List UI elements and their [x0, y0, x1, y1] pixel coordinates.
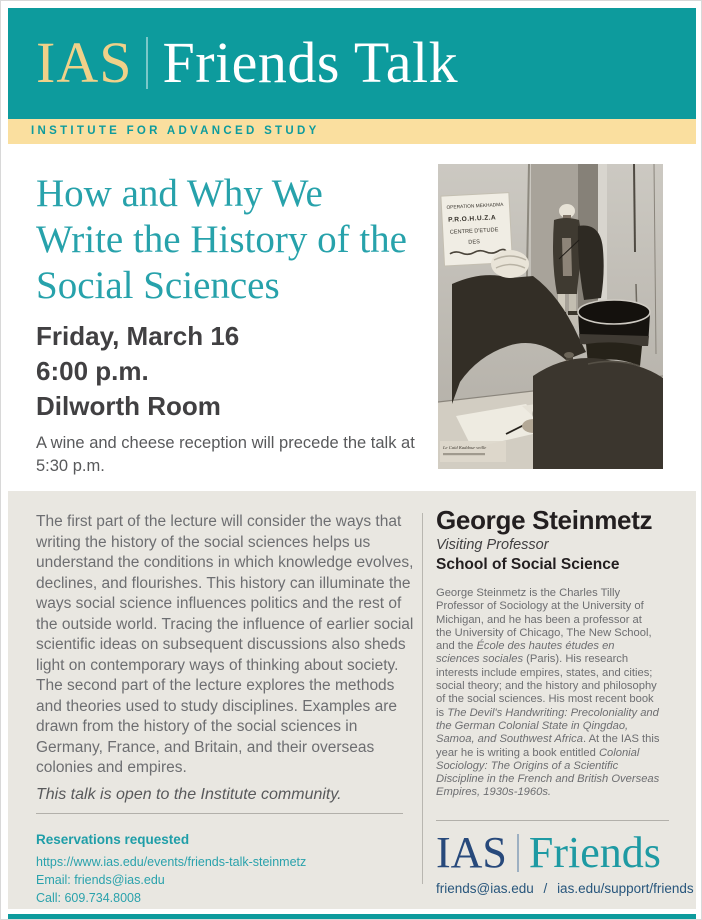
speaker-block [436, 505, 676, 800]
footer-ias-logo-text: IAS [436, 828, 507, 877]
right-divider-line [436, 820, 669, 821]
footer-email-link[interactable]: friends@ias.edu [436, 881, 534, 896]
photo-caption-text: Le Caïd Kaddour veille [443, 445, 487, 450]
friends-talk-logo-text: Friends Talk [162, 30, 459, 95]
institute-band-text: INSTITUTE FOR ADVANCED STUDY [31, 125, 320, 137]
left-divider-line [36, 813, 403, 814]
footer-logo-divider [517, 834, 519, 872]
footer-friends-logo-text: Friends [528, 828, 661, 877]
event-time: 6:00 p.m. [36, 356, 149, 386]
photo-caption-line-2 [443, 453, 485, 455]
photo-wall-rod [634, 164, 635, 252]
institute-band [8, 119, 696, 144]
footer-site-link[interactable]: ias.edu/support/friends [557, 881, 694, 896]
event-photo-illustration [438, 164, 663, 469]
speaker-role: Visiting Professor [436, 537, 549, 553]
ias-friends-logo [436, 828, 661, 877]
photo-caption [440, 441, 506, 462]
column-divider [422, 513, 423, 884]
event-title [36, 171, 407, 309]
ias-logo-text: IAS [36, 30, 133, 95]
event-date: Friday, March 16 [36, 321, 240, 351]
photo-banner-line-2: P.R.O.H.U.Z.A [447, 214, 497, 224]
reception-note: A wine and cheese reception will precede the talk at 5:30 p.m. [36, 434, 415, 475]
reservations-block [36, 832, 306, 907]
reservations-heading: Reservations requested [36, 832, 190, 847]
event-title-line-3: Social Sciences [36, 264, 280, 307]
event-title-line-1: How and Why We [36, 172, 323, 215]
event-location: Dilworth Room [36, 391, 221, 421]
photo-banner-line-3: CENTRE D'ETUDE [449, 227, 499, 236]
event-photo [438, 164, 663, 469]
open-to-community-note: This talk is open to the Institute community. [36, 786, 342, 803]
photo-banner-line-4: DES [468, 239, 481, 246]
reservations-email-link[interactable]: Email: friends@ias.edu [36, 873, 165, 887]
lecture-description: The first part of the lecture will consider the ways that writing the history of the social sciences helps us understand the conditions in which knowledge evolves, declines, and flourishes. This history can illuminate the ways social science influences politics and the rest of the outside world. Tracing the influence of earlier social scientific ideas on subsequent discussions also sheds light on contemporary ways of thinking about society. The second part of the lecture explores the methods and theories used to study disciplines. Examples are drawn from the history of the social sciences in Germany, France, and Britain, and their overseas colonies and empires. [36, 513, 414, 776]
ias-friends-talk-logo [36, 30, 459, 95]
logo-divider [146, 37, 148, 89]
reservations-url-link[interactable]: https://www.ias.edu/events/friends-talk-steinmetz [36, 855, 307, 869]
photo-banner-line-1: OPERATION MEKHADMA [446, 202, 504, 211]
event-title-line-2: Write the History of the [36, 218, 407, 261]
speaker-school: School of Social Science [436, 556, 620, 573]
speaker-bio: George Steinmetz is the Charles Tilly Professor of Sociology at the University of Michigan, and he has been a professor at the University of Chicago, The New School, and the École des hautes études en sciences sociales (Paris). His research interests include empires, states, and cities; social theory; and the history and philosophy of the social sciences. His most recent book is The Devil's Handwriting: Precoloniality and the German Colonial State in Qingdao, Samoa, and Southwest Africa. At the IAS this year he is writing a book entitled Colonial Sociology: The Origins of a Scientific Discipline in the French and British Overseas Empires, 1930s-1960s. [436, 587, 660, 799]
speaker-name: George Steinmetz [436, 505, 653, 535]
lower-section [8, 491, 696, 909]
footer-contact-line [436, 881, 694, 896]
bottom-accent-bar [8, 914, 696, 920]
header-banner [8, 8, 696, 119]
footer-contact-separator: / [543, 881, 548, 896]
reservations-phone-link[interactable]: Call: 609.734.8008 [36, 891, 141, 905]
event-when-block [36, 319, 239, 424]
